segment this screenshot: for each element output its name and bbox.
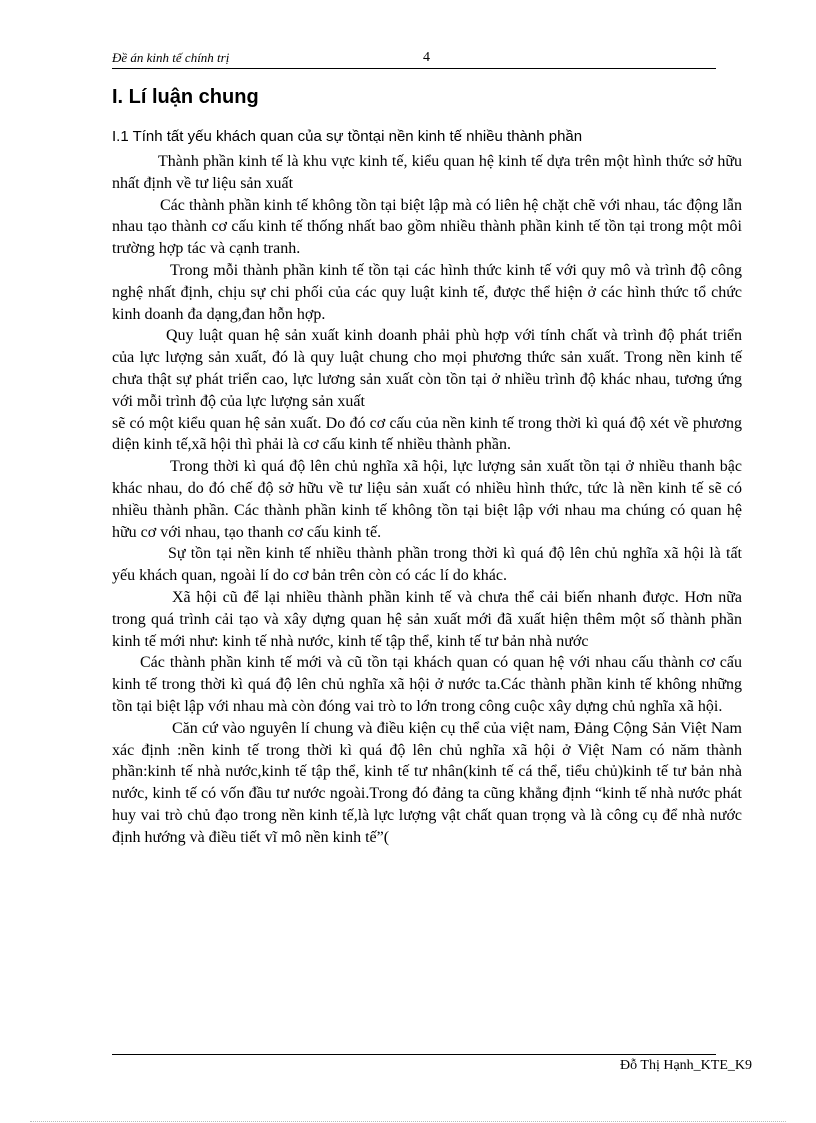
paragraph: Thành phần kinh tế là khu vực kinh tế, kiểu quan hệ kinh tế dựa trên một hình thức sở hữu nhất định về tư liệu sản xuất: [112, 153, 742, 192]
paragraph: Trong mỗi thành phần kinh tế tồn tại các hình thức kinh tế với quy mô và trình độ công nghệ nhất định, chịu sự chi phối của các quy luật kinh tế, được thể hiện ở các hình thức tổ chức kinh doanh đa dạng,đan hỗn hợp.: [112, 261, 742, 323]
footer-author: Đỗ Thị Hạnh_KTE_K9: [620, 1058, 752, 1073]
page-number: 4: [423, 50, 430, 65]
document-body: [112, 151, 742, 849]
paragraph: Sự tồn tại nền kinh tế nhiều thành phần trong thời kì quá độ lên chủ nghĩa xã hội là tất yếu khách quan, ngoài lí do cơ bản trên còn có các lí do khác.: [112, 545, 742, 585]
header-title: Đề án kinh tế chính trị: [112, 50, 230, 65]
page-header: [112, 50, 716, 69]
paragraph: Xã hội cũ để lại nhiều thành phần kinh tế và chưa thể cải biến nhanh được. Hơn nữa trong quá trình cải tạo và xây dựng quan hệ sản xuất mới đã xuất hiện thêm một số thành phần kinh tế mới như: kinh tế nhà nước, kinh tế tập thể, kinh tế tư bản nhà nước: [112, 588, 742, 650]
section-heading: I. Lí luận chung: [112, 86, 259, 108]
paragraph: Trong thời kì quá độ lên chủ nghĩa xã hội, lực lượng sản xuất tồn tại ở nhiều thanh bậc khác nhau, do đó chế độ sở hữu về tư liệu sản xuất có nhiều hình thức, tức là nền kinh tế sẽ có nhiều thành phần. Các thành phần kinh tế không tồn tại biệt lập với nhau ma chúng có quan hệ hữu cơ với nhau, tạo thanh cơ cấu kinh tế.: [112, 458, 742, 541]
subsection-heading: I.1 Tính tất yếu khách quan của sự tồntại nền kinh tế nhiều thành phần: [112, 128, 583, 145]
paragraph: Các thành phần kinh tế mới và cũ tồn tại khách quan có quan hệ với nhau cấu thành cơ cấu kinh tế trong thời kì quá độ lên chủ nghĩa xã hội ở nước ta.Các thành phần kinh tế không những tồn tại biệt lập với nhau mà còn đóng vai trò to lớn trong công cuộc xây dựng chủ nghĩa xã hội.: [112, 654, 742, 715]
paragraph: Các thành phần kinh tế không tồn tại biệt lập mà có liên hệ chặt chẽ với nhau, tác động lẫn nhau tạo thành cơ cấu kinh tế thống nhất bao gồm nhiều thành phần kinh tế tồn tại trong một môi trường hợp tác và cạnh tranh.: [112, 196, 742, 258]
paragraph: Căn cứ vào nguyên lí chung và điều kiện cụ thể của việt nam, Đảng Cộng Sản Việt Nam xác định :nền kinh tế trong thời kì quá độ lên chủ nghĩa xã hội ở Việt Nam có năm thành phần:kinh tế nhà nước,kinh tế tập thể, kinh tế tư nhân(kinh tế cá thể, tiểu chủ)kinh tế tư bản nhà nước, kinh tế có vốn đầu tư nước ngoài.Trong đó đảng ta cũng khẳng định “kinh tế nhà nước phát huy vai trò chủ đạo trong nền kinh tế,là lực lượng vật chất quan trọng và là công cụ để nhà nước định hướng và điều tiết vĩ mô nền kinh tế”(: [112, 719, 742, 846]
paragraph: sẽ có một kiểu quan hệ sản xuất. Do đó cơ cấu của nền kinh tế trong thời kì quá độ xét về phương diện kinh tế,xã hội thì phải là cơ cấu kinh tế nhiều thành phần.: [112, 414, 742, 454]
paragraph: Quy luật quan hệ sản xuất kinh doanh phải phù hợp với tính chất và trình độ phát triển của lực lượng sản xuất, đó là quy luật chung cho mọi phương thức sản xuất. Trong nền kinh tế chưa thật sự phát triển cao, lực lương sản xuất còn tồn tại ở nhiều trình độ khác nhau, tương ứng với mỗi trình độ của lực lượng sản xuất: [112, 327, 742, 410]
footer-divider: [112, 1054, 716, 1055]
page-bottom-border: [30, 1121, 786, 1122]
